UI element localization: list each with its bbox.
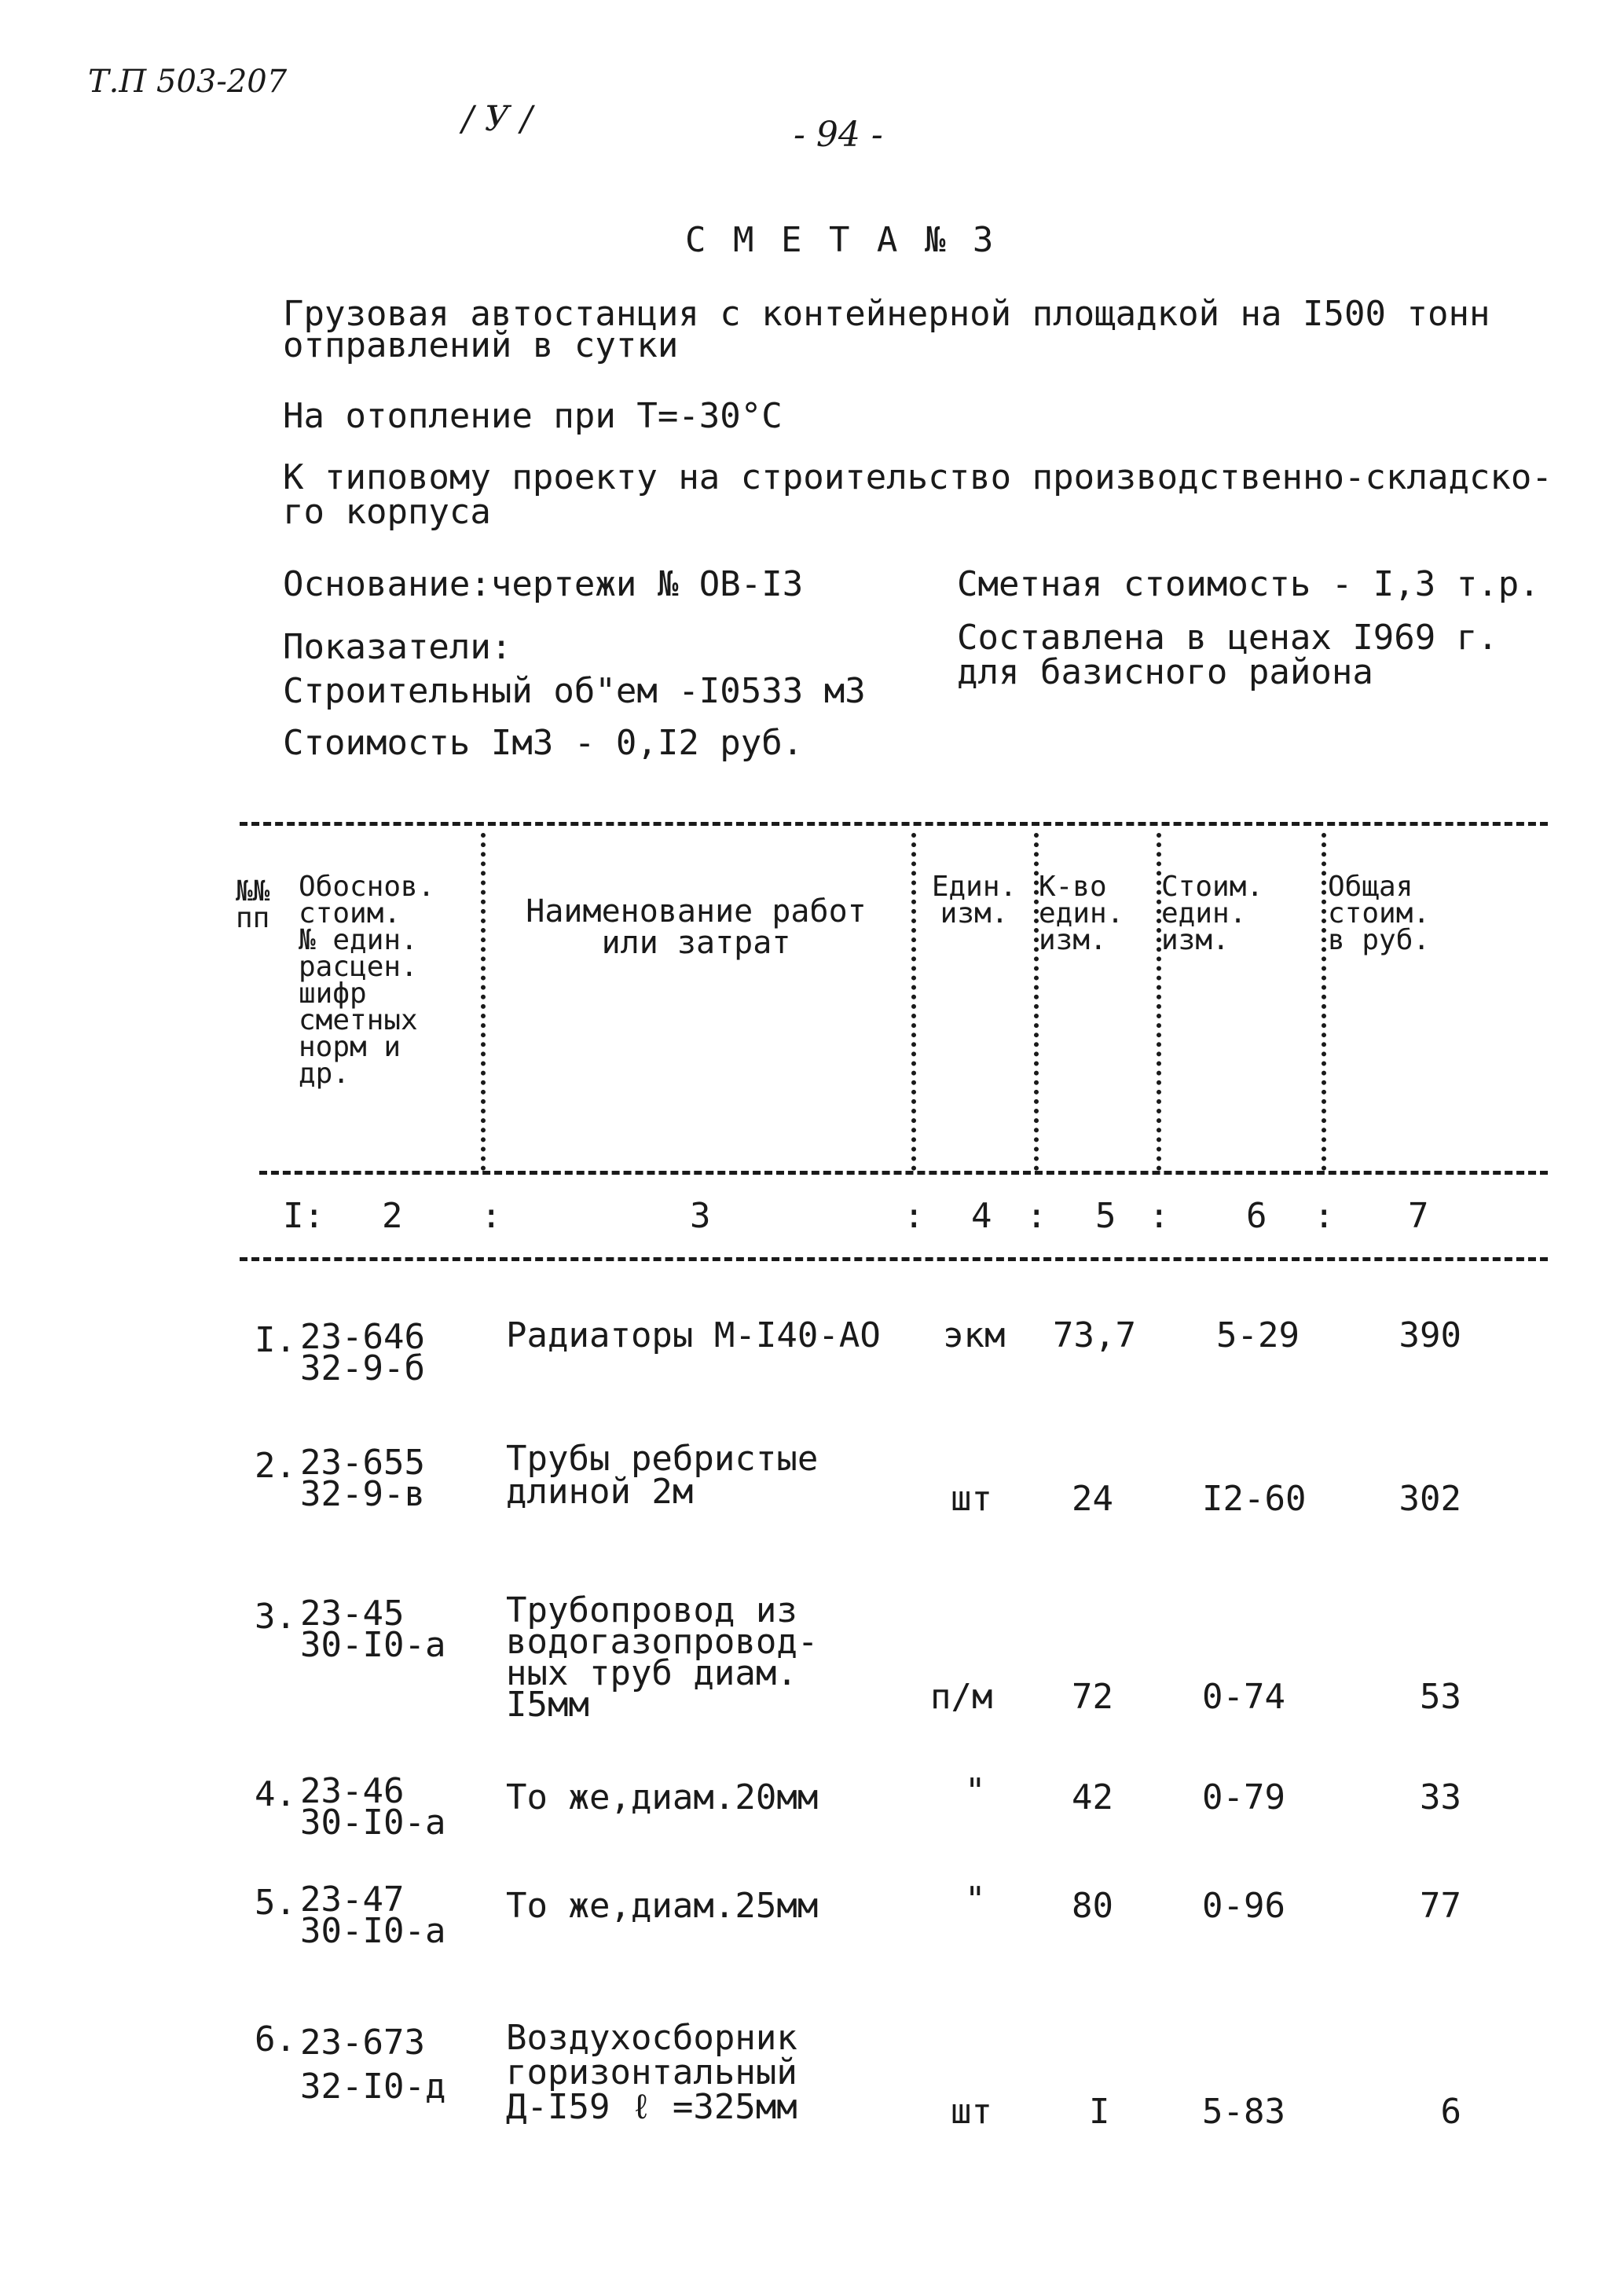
row-unit-price: 0-79 [1202,1777,1285,1817]
header-unit: Един. изм. [931,871,1017,930]
prices-note [957,618,1498,692]
row-num: 6. [255,2019,296,2059]
row-qty: 80 [1072,1886,1113,1926]
row-qty: 72 [1072,1677,1113,1717]
row-code: 23-46 30-I0-а [300,1771,446,1843]
row-total: 77 [1420,1886,1461,1926]
section-mark: / У / [462,99,533,139]
row-name: Трубы ребристые длиной 2м [506,1439,819,1512]
object-description [283,294,1490,365]
row-unit-price: 5-29 [1216,1315,1300,1355]
col-separator-mark: : [1026,1196,1047,1236]
header-unit-price: Стоим. един. изм. [1161,871,1264,956]
row-name: Трубопровод из водогазопровод- ных труб диам. I5мм [506,1590,819,1725]
row-name: То же,диам.20мм [506,1777,819,1817]
row-num: 2. [255,1446,296,1486]
project-description [283,457,1553,532]
header-num: №№ пп [236,875,270,934]
page-number: - 94 - [794,115,883,155]
col-number-4: 4 [971,1196,992,1236]
row-qty: 42 [1072,1777,1113,1817]
col-separator-mark: : [904,1196,925,1236]
col-separator-mark: : [1314,1196,1335,1236]
row-total: 33 [1420,1777,1461,1817]
col-number-3: 3 [690,1196,711,1236]
row-unit-price: 0-74 [1202,1677,1285,1717]
indicators-label: Показатели: [283,627,512,667]
building-volume: Строительный об"ем -I0533 м3 [283,671,866,711]
estimate-cost: Сметная стоимость - I,3 т.р. [957,564,1540,604]
header-qty: К-во един. изм. [1039,871,1124,956]
header-basis: Обоснов. стоим. № един. расцен. шифр сметных норм и др. [299,871,435,1090]
row-code: 23-47 30-I0-а [300,1880,446,1951]
col-number-5: 5 [1095,1196,1116,1236]
object-line-2: отправлений в сутки [283,325,679,365]
row-code: 23-673 32-I0-д [300,2023,446,2107]
row-unit: п/м [930,1677,993,1717]
row-name: Воздухосборник горизонтальный Д-I59 ℓ =325мм [506,2018,797,2127]
document-code: Т.П 503-207 [88,64,288,100]
table-header-rule [259,1171,1548,1175]
project-line-2: го корпуса [283,492,491,532]
row-num: 3. [255,1597,296,1637]
estimate-title: С М Е Т А № 3 [685,220,997,260]
row-total: 6 [1440,2092,1461,2132]
project-line-1: К типовому проекту на строительство производственно-складско- [283,457,1553,497]
prices-line-1: Составлена в ценах I969 г. [957,618,1498,658]
row-name: То же,диам.25мм [506,1886,819,1926]
row-total: 390 [1399,1315,1461,1355]
row-code: 23-646 32-9-б [300,1317,425,1388]
header-total: Общая стоим. в руб. [1328,871,1431,956]
row-qty: 24 [1072,1479,1113,1519]
col-number-2: 2 [382,1196,403,1236]
col-number-6: 6 [1246,1196,1267,1236]
col-number-1: I: [283,1196,324,1236]
row-qty: 73,7 [1053,1315,1136,1355]
row-unit: шт [951,2092,992,2132]
column-separator [1322,833,1326,1171]
col-number-7: 7 [1408,1196,1429,1236]
prices-line-2: для базисного района [957,652,1373,692]
row-unit-price: 0-96 [1202,1886,1285,1926]
row-num: 4. [255,1774,296,1814]
row-unit-price: I2-60 [1202,1479,1307,1519]
row-code: 23-45 30-I0-а [300,1594,446,1665]
cost-per-m3: Стоимость IмЗ - 0,I2 руб. [283,723,804,763]
row-unit: шт [951,1479,992,1519]
row-num: 5. [255,1883,296,1923]
row-total: 53 [1420,1677,1461,1717]
object-line-1: Грузовая автостанция с контейнерной площадкой на I500 тонн [283,294,1490,334]
table-top-rule [240,822,1548,826]
row-qty: I [1089,2092,1110,2132]
heating-line: На отопление при Т=-30°С [283,396,783,436]
row-num: I. [255,1320,296,1360]
row-unit: " [965,1771,986,1811]
row-total: 302 [1399,1479,1461,1519]
row-code: 23-655 32-9-в [300,1443,425,1514]
table-number-rule [240,1257,1548,1261]
col-separator-mark: : [481,1196,502,1236]
col-separator-mark: : [1149,1196,1170,1236]
basis-line: Основание:чертежи № ОВ-I3 [283,564,804,604]
row-name: Радиаторы М-I40-АО [506,1315,881,1355]
row-unit-price: 5-83 [1202,2092,1285,2132]
row-unit: " [965,1880,986,1920]
header-name: Наименование работ или затрат [526,893,867,961]
column-separator [481,833,486,1171]
row-unit: экм [943,1315,1006,1355]
